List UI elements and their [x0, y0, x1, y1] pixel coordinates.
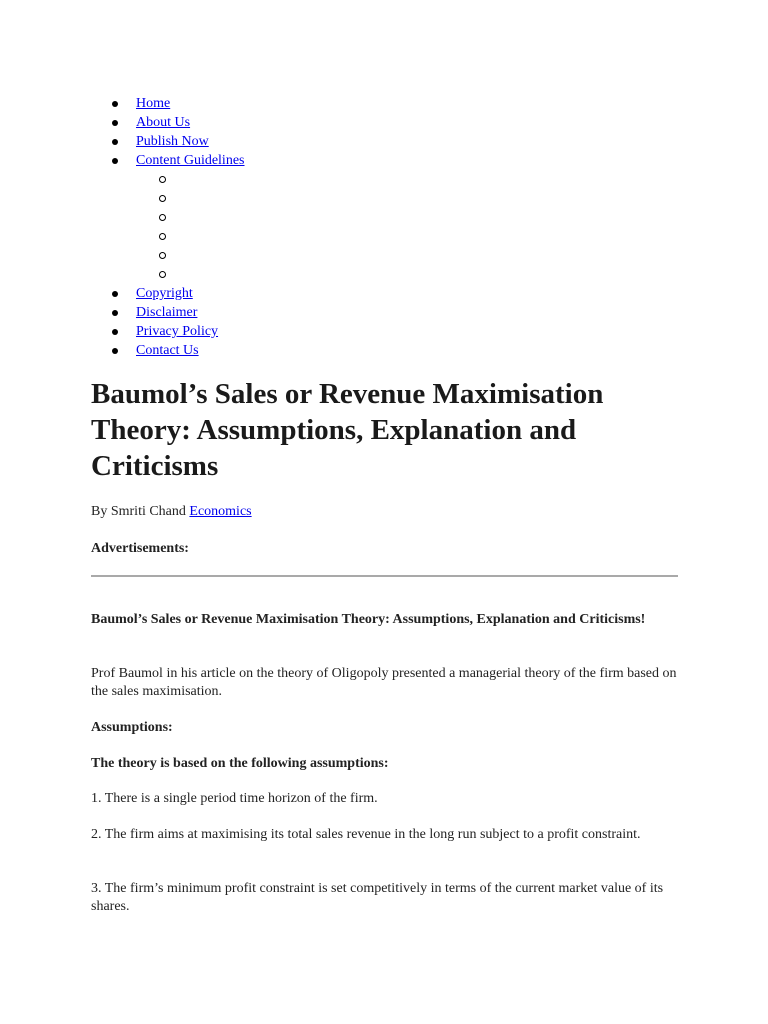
nav-subitem-empty: [91, 170, 245, 189]
intro-paragraph: Prof Baumol in his article on the theory of Oligopoly presented a managerial theory of the firm based on the sales maximisation.: [91, 666, 677, 699]
nav-subitem-empty: [91, 227, 245, 246]
nav-subitem-empty: [91, 189, 245, 208]
nav-link-about[interactable]: About Us: [136, 115, 191, 130]
nav-link-privacy[interactable]: Privacy Policy: [136, 324, 219, 339]
nav-item-home: [91, 94, 245, 113]
assumptions-lead: The theory is based on the following assumptions:: [91, 756, 389, 771]
nav-subitem-empty: [91, 246, 245, 265]
assumptions-heading: Assumptions:: [91, 720, 173, 735]
advertisements-label: Advertisements:: [91, 541, 189, 556]
assumption-3: 3. The firm’s minimum profit constraint is set competitively in terms of the current market value of its shares.: [91, 881, 664, 914]
divider: [91, 575, 678, 577]
nav-item-disclaimer: [91, 303, 245, 322]
nav-subitem-empty: [91, 265, 245, 284]
nav-item-publish: [91, 132, 245, 151]
nav-item-about: [91, 113, 245, 132]
assumption-1: 1. There is a single period time horizon of the firm.: [91, 791, 378, 806]
article-subtitle: Baumol’s Sales or Revenue Maximisation Theory: Assumptions, Explanation and Criticisms!: [91, 612, 646, 627]
nav-item-guidelines: [91, 151, 245, 170]
byline: [91, 503, 252, 521]
nav-link-disclaimer[interactable]: Disclaimer: [136, 305, 198, 320]
site-navigation: [91, 94, 245, 360]
nav-link-copyright[interactable]: Copyright: [136, 286, 193, 301]
nav-item-copyright: [91, 284, 245, 303]
nav-item-privacy: [91, 322, 245, 341]
nav-link-publish[interactable]: Publish Now: [136, 134, 209, 149]
category-link[interactable]: Economics: [189, 504, 252, 519]
nav-item-contact: [91, 341, 245, 360]
author-name: By Smriti Chand: [91, 504, 186, 519]
article-title: Baumol’s Sales or Revenue Maximisation Theory: Assumptions, Explanation and Criticisms: [91, 378, 604, 482]
assumption-2: 2. The firm aims at maximising its total sales revenue in the long run subject to a profit constraint.: [91, 827, 641, 842]
nav-subitem-empty: [91, 208, 245, 227]
nav-link-guidelines[interactable]: Content Guidelines: [136, 153, 245, 168]
nav-link-contact[interactable]: Contact Us: [136, 343, 199, 358]
nav-link-home[interactable]: Home: [136, 96, 171, 111]
